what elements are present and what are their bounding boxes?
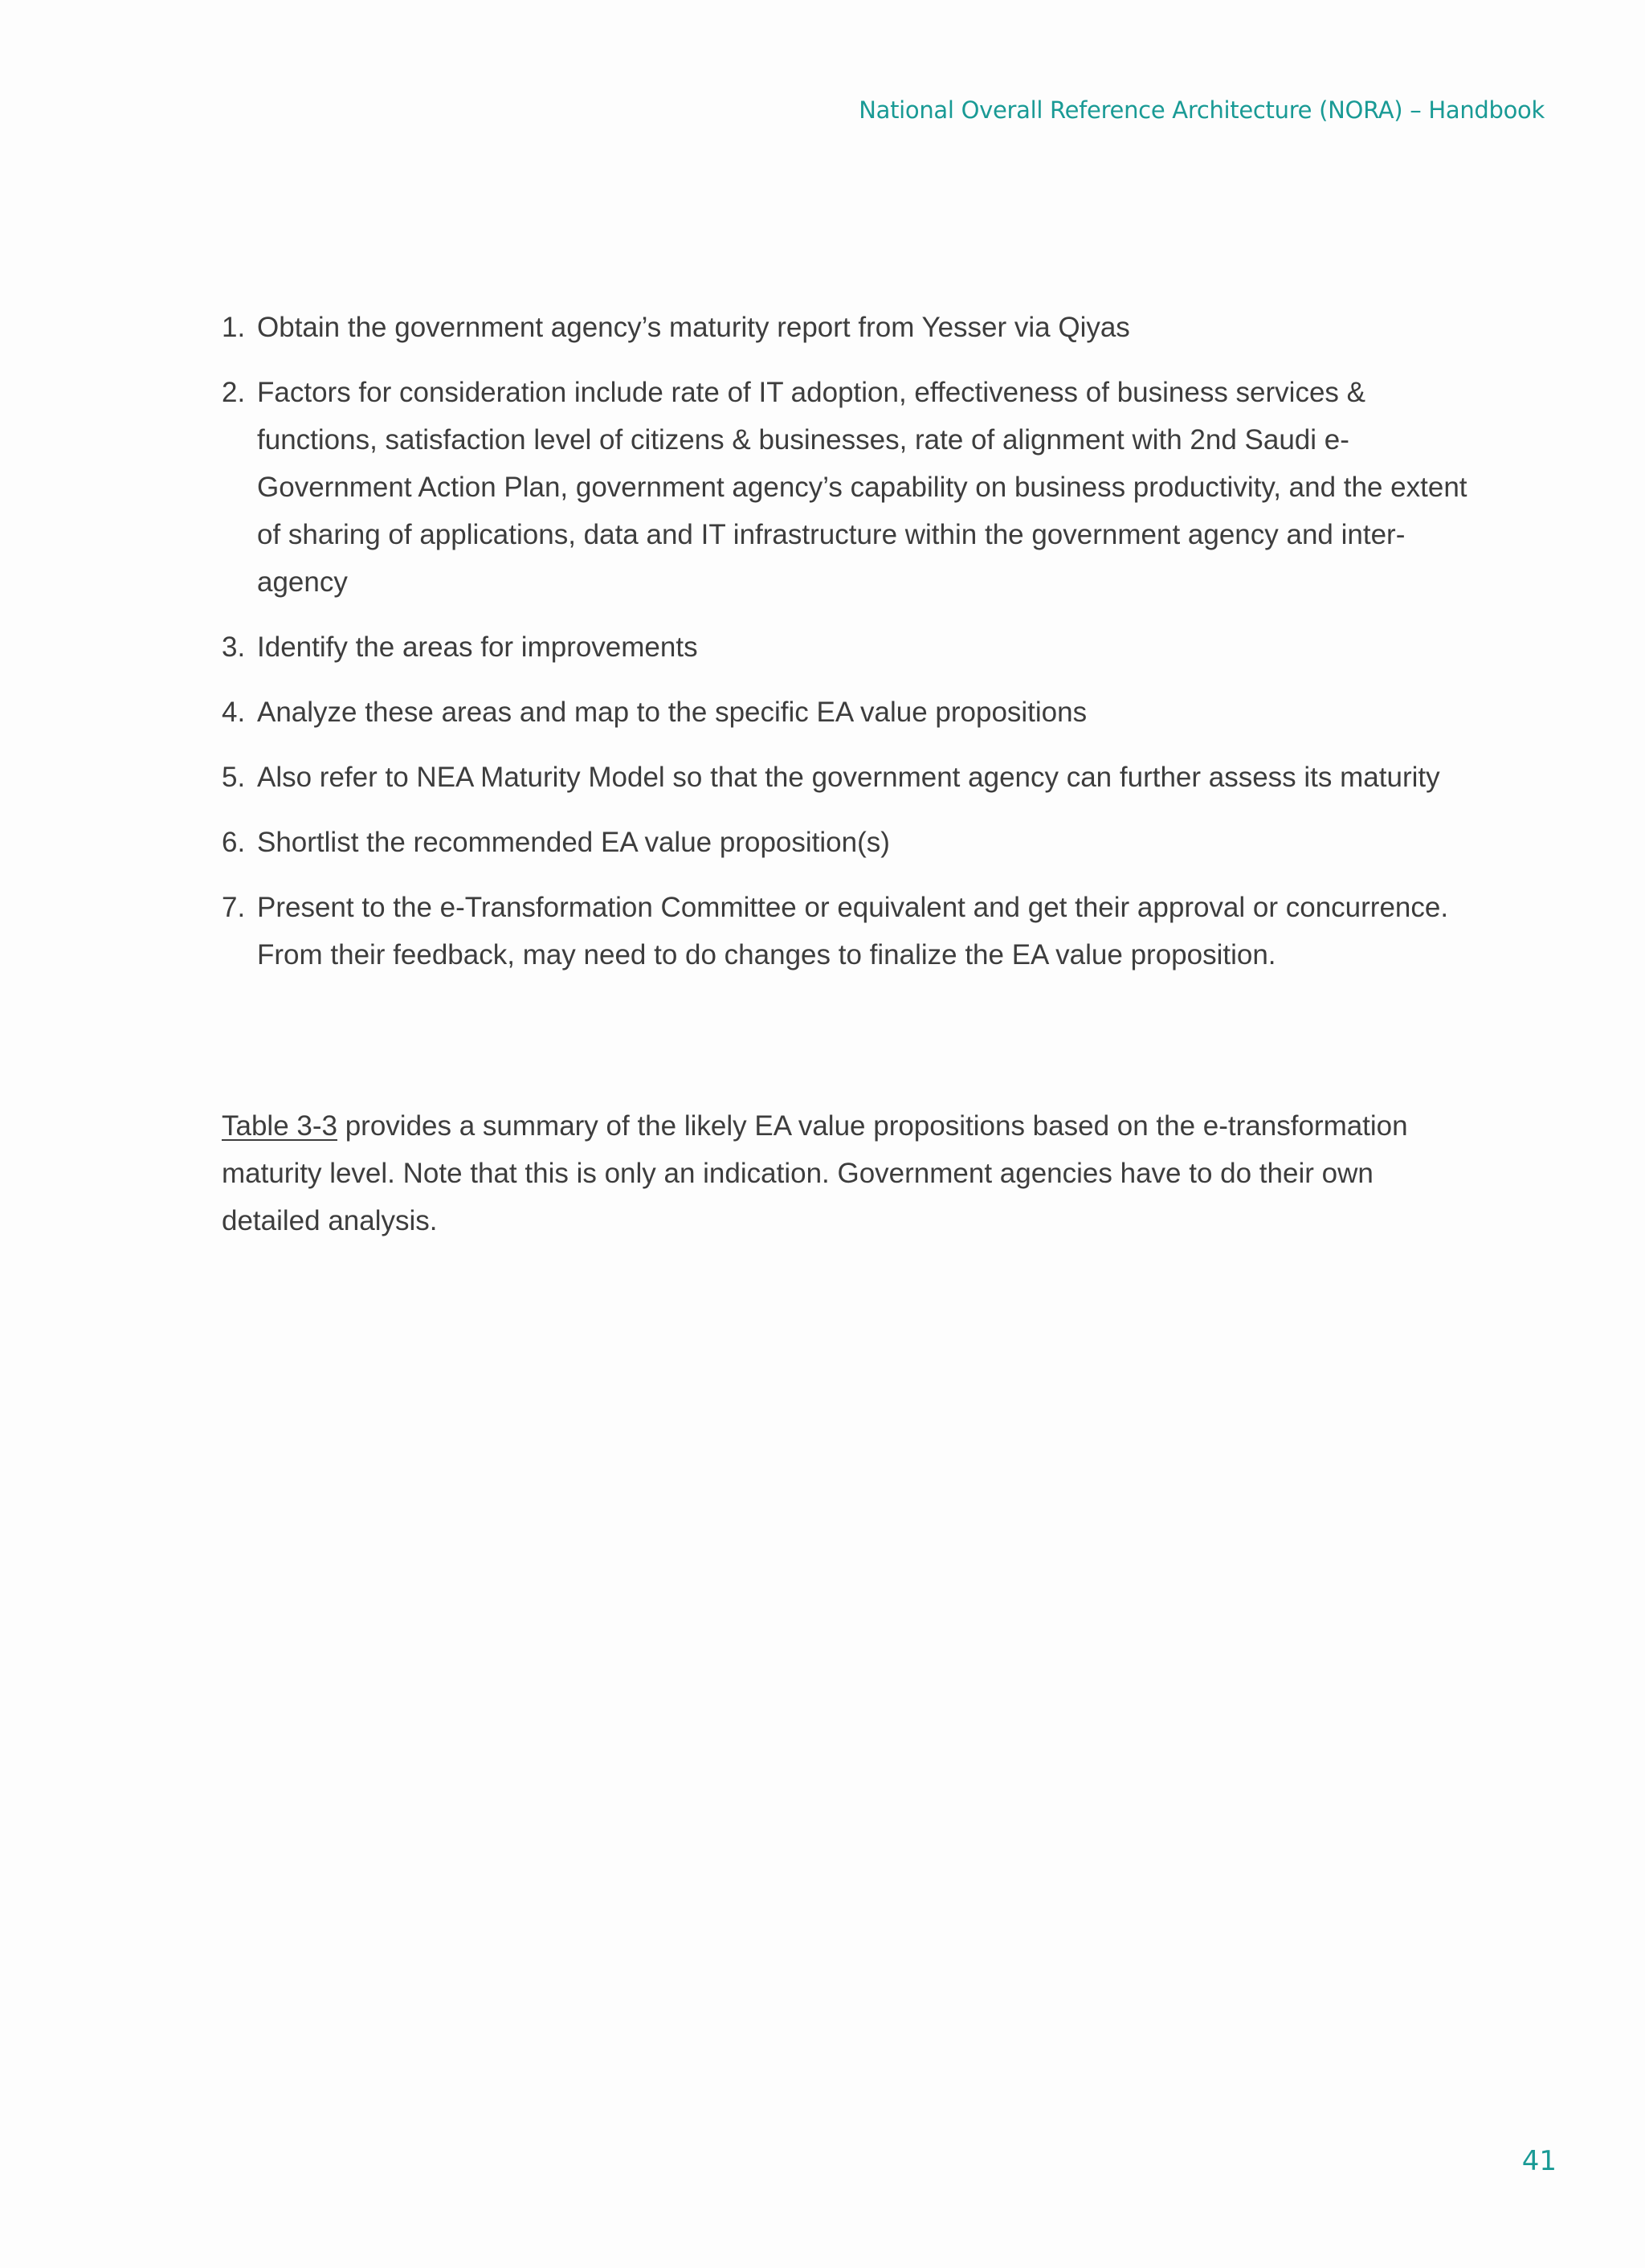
table-3-3-link[interactable]: Table 3-3 [222,1110,337,1142]
step-number: 4. [222,697,246,728]
list-item-step-2 [222,369,1475,606]
step-text: Analyze these areas and map to the specific EA value propositions [257,697,1088,728]
step-text: Obtain the government agency’s maturity report from Yesser via Qiyas [257,312,1130,343]
step-text: Present to the e-Transformation Committee or equivalent and get their approval or concurrence. From their feedback, may need to do changes to finalize the EA value proposition. [257,892,1449,971]
running-header: National Overall Reference Architecture (NORA) – Handbook [859,96,1545,124]
steps-list [222,304,1475,996]
step-text: Also refer to NEA Maturity Model so that the government agency can further assess its maturity [257,762,1440,793]
step-number: 5. [222,762,246,793]
step-text: Shortlist the recommended EA value proposition(s) [257,827,890,858]
summary-paragraph [222,1102,1475,1244]
list-item-step-5 [222,754,1475,801]
step-number: 2. [222,377,246,408]
list-item-step-3 [222,623,1475,671]
step-number: 1. [222,312,246,343]
list-item-step-6 [222,819,1475,866]
summary-text: provides a summary of the likely EA value propositions based on the e-transformation maturity level. Note that this is only an indication. Government agencies have to do their own detailed analysis. [222,1110,1408,1236]
list-item-step-7 [222,884,1475,979]
list-item-step-4 [222,689,1475,736]
list-item-step-1 [222,304,1475,351]
step-number: 6. [222,827,246,858]
step-number: 3. [222,631,246,663]
step-text: Identify the areas for improvements [257,631,698,663]
step-text: Factors for consideration include rate of IT adoption, effectiveness of business services & functions, satisfaction level of citizens & businesses, rate of alignment with 2nd Saudi e-Government Action Plan, government agency’s capability on business productivity, and the extent of sharing of applications, data and IT infrastructure within the government agency and inter-agency [257,377,1467,598]
step-number: 7. [222,892,246,923]
page-number: 41 [1521,2145,1557,2177]
